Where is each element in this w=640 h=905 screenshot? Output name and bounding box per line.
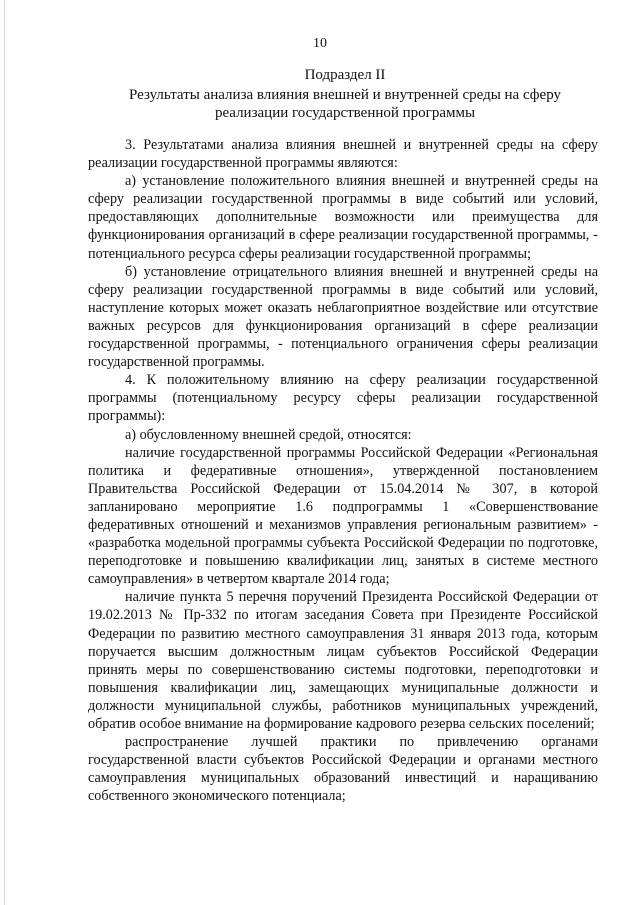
subsection-subtitle-line-1: Результаты анализа влияния внешней и внутренней среды на сферу [129,87,561,103]
page-number: 10 [313,36,327,51]
paragraph-program-rf: наличие государственной программы Российской Федерации «Региональная политика и федеративные отношения», утвержденной постановлением Правительства Российской Федерации от 15.04.2014 № 307, в которой запланировано мероприятие 1.6 подпрограммы 1 «Совершенствование федеративных отношений и механизмов управления региональным развитием» - «разработка модельной программы субъекта Российской Федерации по подготовке, переподготовке и повышению квалификации лиц, занятых в системе местного самоуправления» в четвертом квартале 2014 года; [88,444,598,588]
subsection-title: Подраздел II [304,67,386,83]
subsection-subtitle-line-2: реализации государственной программы [214,105,476,121]
paragraph-4: 4. К положительному влиянию на сферу реализации государственной программы (потенциальному ресурсу сферы реализации государственной программы): [88,372,598,425]
paragraph-3: 3. Результатами анализа влияния внешней и внутренней среды на сферу реализации государственной программы являются: [88,137,598,172]
document-body [88,136,598,805]
paragraph-3a: а) установление положительного влияния внешней и внутренней среды на сферу реализации государственной программы в виде событий или условий, предоставляющих дополнительные возможности или преимущества для функционирования организаций в сфере реализации государственной программы, - потенциального ресурса сферы реализации государственной программы; [88,173,598,262]
paragraph-best-practice: распространение лучшей практики по привлечению органами государственной власти субъектов Российской Федерации и органами местного самоуправления муниципальных образований инвестиций и наращиванию собственного экономического потенциала; [88,734,598,805]
paragraph-4a: а) обусловленному внешней средой, относятся: [125,426,412,443]
scan-edge [4,0,5,905]
paragraph-president-order: наличие пункта 5 перечня поручений Президента Российской Федерации от 19.02.2013 № Пр-332 по итогам заседания Совета при Президенте Российской Федерации по развитию местного самоуправления 31 января 2013 года, которым поручается высшим должностным лицам субъектов Российской Федерации принять меры по совершенствованию системы подготовки, переподготовки и повышения квалификации лиц, замещающих муниципальные должности и должности муниципальной службы, работников муниципальных учреждений, обратив особое внимание на формирование кадрового резерва сельских поселений; [88,589,598,732]
paragraph-3b: б) установление отрицательного влияния внешней и внутренней среды на сферу реализации государственной программы в виде событий или условий, наступление которых может оказать неблагоприятное воздействие или отсутствие важных ресурсов для функционирования организаций в сфере реализации государственной программы, - потенциального ограничения сферы реализации государственной программы. [88,263,598,371]
